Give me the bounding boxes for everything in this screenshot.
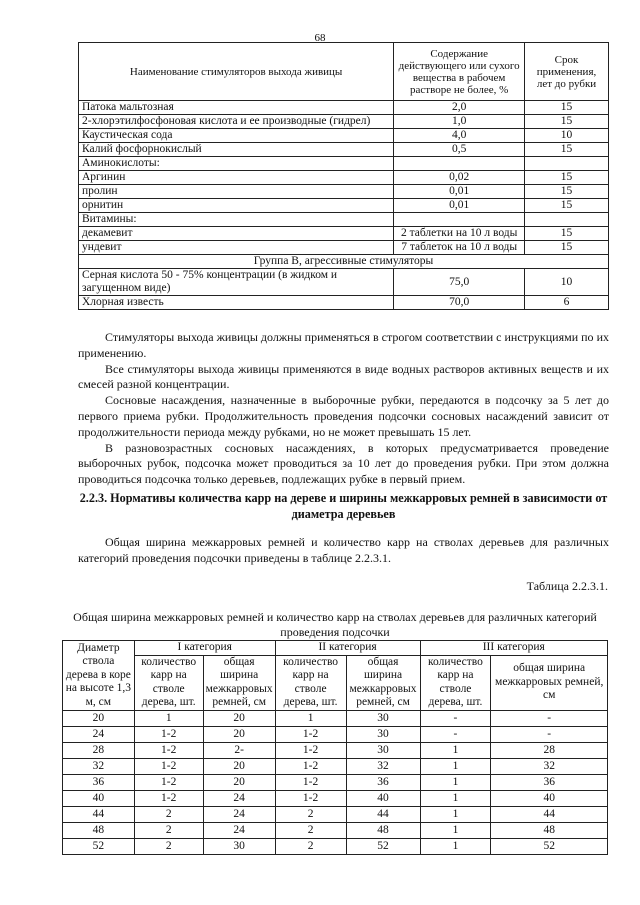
table-row bbox=[63, 710, 608, 726]
table-cell: 24 bbox=[63, 726, 135, 742]
table-caption: Общая ширина межкарровых ремней и количество карр на стволах деревьев для различных категорий проведения подсочки bbox=[73, 610, 597, 639]
table-cell: 40 bbox=[491, 790, 608, 806]
table-cell: 52 bbox=[491, 838, 608, 854]
group-b-label: Группа В, агрессивные стимуляторы bbox=[79, 255, 609, 269]
cell-name: Серная кислота 50 - 75% концентрации (в жидком и загущенном виде) bbox=[79, 269, 394, 296]
cell-content bbox=[394, 213, 525, 227]
cell-term: 15 bbox=[525, 199, 609, 213]
table-row bbox=[79, 157, 609, 171]
category-1-header: I категория bbox=[134, 641, 275, 656]
table-cell: 1-2 bbox=[134, 790, 203, 806]
cell-content: 4,0 bbox=[394, 129, 525, 143]
table-row bbox=[63, 790, 608, 806]
table-cell: 2 bbox=[134, 838, 203, 854]
table-cell: 28 bbox=[63, 742, 135, 758]
cell-content bbox=[394, 157, 525, 171]
cell-name: Хлорная известь bbox=[79, 296, 394, 310]
table-row bbox=[63, 742, 608, 758]
table-cell: 20 bbox=[203, 726, 275, 742]
table-cell: 30 bbox=[346, 742, 420, 758]
table-cell: 24 bbox=[203, 806, 275, 822]
table-cell: 1 bbox=[420, 806, 491, 822]
table-cell: 1-2 bbox=[134, 742, 203, 758]
cell-name: декамевит bbox=[79, 227, 394, 241]
category-3-header: III категория bbox=[420, 641, 607, 656]
table-row bbox=[79, 171, 609, 185]
width-header: общая ширина межкарровых ремней, см bbox=[346, 655, 420, 710]
table-cell: 2 bbox=[275, 822, 346, 838]
cell-name: Аминокислоты: bbox=[79, 157, 394, 171]
cell-term: 15 bbox=[525, 227, 609, 241]
cell-name: 2-хлорэтилфосфоновая кислота и ее производные (гидрел) bbox=[79, 115, 394, 129]
paragraph: Сосновые насаждения, назначенные в выборочные рубки, передаются в подсочку за 5 лет до первого приема рубки. Продолжительность проведения подсочки сосновых насаждений зависит от продолжительности периода между рубками, но не может превышать 15 лет. bbox=[78, 393, 609, 439]
table-row bbox=[63, 774, 608, 790]
table-row bbox=[63, 806, 608, 822]
table-cell: 1 bbox=[420, 790, 491, 806]
table-row bbox=[79, 101, 609, 115]
table-cell: 48 bbox=[491, 822, 608, 838]
table-cell: 36 bbox=[346, 774, 420, 790]
table-cell: 20 bbox=[203, 710, 275, 726]
cell-name: орнитин bbox=[79, 199, 394, 213]
table-cell: 1 bbox=[420, 838, 491, 854]
table-cell: 44 bbox=[491, 806, 608, 822]
table-cell: 1-2 bbox=[275, 742, 346, 758]
table-cell: - bbox=[420, 726, 491, 742]
cell-term: 15 bbox=[525, 171, 609, 185]
table-cell: 1 bbox=[420, 774, 491, 790]
cell-content: 0,01 bbox=[394, 199, 525, 213]
table-cell: - bbox=[420, 710, 491, 726]
cell-content: 7 таблеток на 10 л воды bbox=[394, 241, 525, 255]
table-cell: 36 bbox=[63, 774, 135, 790]
page-number: 68 bbox=[314, 32, 326, 44]
cell-term: 15 bbox=[525, 101, 609, 115]
cell-term: 15 bbox=[525, 185, 609, 199]
table-cell: 40 bbox=[63, 790, 135, 806]
cell-content: 70,0 bbox=[394, 296, 525, 310]
count-header: количество карр на стволе дерева, шт. bbox=[134, 655, 203, 710]
table-row bbox=[79, 115, 609, 129]
category-2-header: II категория bbox=[275, 641, 420, 656]
table-cell: 52 bbox=[346, 838, 420, 854]
table-cell: 40 bbox=[346, 790, 420, 806]
table-cell: 1 bbox=[275, 710, 346, 726]
count-header: количество карр на стволе дерева, шт. bbox=[275, 655, 346, 710]
cell-content: 2 таблетки на 10 л воды bbox=[394, 227, 525, 241]
table-cell: 1-2 bbox=[275, 726, 346, 742]
table-number: Таблица 2.2.3.1. bbox=[526, 579, 608, 593]
section-title: 2.2.3. Нормативы количества карр на дереве и ширины межкарровых ремней в зависимости от диаметра деревьев bbox=[79, 491, 608, 521]
table-row bbox=[79, 213, 609, 227]
cell-content: 75,0 bbox=[394, 269, 525, 296]
norms-table bbox=[62, 640, 608, 855]
table-cell: 1-2 bbox=[134, 726, 203, 742]
cell-content: 2,0 bbox=[394, 101, 525, 115]
table-cell: 48 bbox=[63, 822, 135, 838]
cell-name: пролин bbox=[79, 185, 394, 199]
cell-term bbox=[525, 157, 609, 171]
table-cell: 36 bbox=[491, 774, 608, 790]
table-cell: - bbox=[491, 726, 608, 742]
table-cell: 30 bbox=[346, 726, 420, 742]
table-cell: 1-2 bbox=[134, 774, 203, 790]
cell-name: Калий фосфорнокислый bbox=[79, 143, 394, 157]
table-cell: - bbox=[491, 710, 608, 726]
cell-name: Каустическая сода bbox=[79, 129, 394, 143]
cell-content: 1,0 bbox=[394, 115, 525, 129]
table-cell: 2 bbox=[134, 806, 203, 822]
cell-term: 15 bbox=[525, 143, 609, 157]
table-cell: 2 bbox=[275, 806, 346, 822]
table-row bbox=[79, 241, 609, 255]
table-row bbox=[63, 726, 608, 742]
cell-content: 0,01 bbox=[394, 185, 525, 199]
table-cell: 30 bbox=[203, 838, 275, 854]
section-paragraph: Общая ширина межкарровых ремней и количество карр на стволах деревьев для различных категорий проведения подсочки приведены в таблице 2.2.3.1. bbox=[78, 535, 609, 565]
table-cell: 1 bbox=[420, 742, 491, 758]
table-row bbox=[79, 129, 609, 143]
diameter-header: Диаметр ствола дерева в коре на высоте 1,3 м, см bbox=[63, 641, 135, 711]
cell-term: 15 bbox=[525, 241, 609, 255]
cell-term: 10 bbox=[525, 129, 609, 143]
table-row bbox=[63, 758, 608, 774]
width-header: общая ширина межкарровых ремней, см bbox=[203, 655, 275, 710]
header-term: Срок применения, лет до рубки bbox=[525, 43, 609, 101]
table-row bbox=[79, 227, 609, 241]
cell-name: Патока мальтозная bbox=[79, 101, 394, 115]
header-content: Содержание действующего или сухого вещества в рабочем растворе не более, % bbox=[394, 43, 525, 101]
stimulators-rows bbox=[79, 101, 609, 310]
paragraph: Все стимуляторы выхода живицы применяются в виде водных растворов активных веществ и их смесей разной концентрации. bbox=[78, 361, 609, 392]
table-row bbox=[63, 822, 608, 838]
table-row bbox=[79, 185, 609, 199]
stimulators-table bbox=[78, 42, 609, 310]
table-cell: 1-2 bbox=[275, 790, 346, 806]
table-cell: 20 bbox=[63, 710, 135, 726]
cell-name: Аргинин bbox=[79, 171, 394, 185]
table-cell: 1-2 bbox=[275, 758, 346, 774]
table-cell: 44 bbox=[346, 806, 420, 822]
table-row bbox=[79, 143, 609, 157]
table-cell: 1 bbox=[420, 822, 491, 838]
table-cell: 2 bbox=[275, 838, 346, 854]
table-row bbox=[79, 269, 609, 296]
table-cell: 1 bbox=[134, 710, 203, 726]
table-cell: 20 bbox=[203, 758, 275, 774]
table-cell: 2- bbox=[203, 742, 275, 758]
table-cell: 20 bbox=[203, 774, 275, 790]
table-cell: 32 bbox=[346, 758, 420, 774]
table-cell: 44 bbox=[63, 806, 135, 822]
section-text bbox=[78, 535, 609, 567]
cell-term: 15 bbox=[525, 115, 609, 129]
table-cell: 48 bbox=[346, 822, 420, 838]
table-row bbox=[79, 296, 609, 310]
table-cell: 32 bbox=[491, 758, 608, 774]
count-header: количество карр на стволе дерева, шт. bbox=[420, 655, 491, 710]
table-cell: 24 bbox=[203, 822, 275, 838]
cell-term bbox=[525, 213, 609, 227]
table-cell: 2 bbox=[134, 822, 203, 838]
cell-content: 0,5 bbox=[394, 143, 525, 157]
table-row bbox=[63, 838, 608, 854]
table-cell: 30 bbox=[346, 710, 420, 726]
table-cell: 1-2 bbox=[134, 758, 203, 774]
table-cell: 28 bbox=[491, 742, 608, 758]
table-cell: 52 bbox=[63, 838, 135, 854]
cell-name: ундевит bbox=[79, 241, 394, 255]
cell-name: Витамины: bbox=[79, 213, 394, 227]
paragraph: В разновозрастных сосновых насаждениях, в которых предусматривается проведение выборочных рубок, подсочка может проводиться за 10 лет до проведения рубки. При этом должна проводиться подсочка только деревьев, подлежащих рубке в первый прием. bbox=[78, 440, 609, 487]
table-cell: 32 bbox=[63, 758, 135, 774]
group-row bbox=[79, 255, 609, 269]
width-header: общая ширина межкарровых ремней, см bbox=[491, 655, 608, 710]
paragraph: Стимуляторы выхода живицы должны применяться в строгом соответствии с инструкциями по их применению. bbox=[78, 330, 609, 360]
cell-term: 6 bbox=[525, 296, 609, 310]
header-name: Наименование стимуляторов выхода живицы bbox=[79, 43, 394, 101]
table-row bbox=[79, 199, 609, 213]
cell-term: 10 bbox=[525, 269, 609, 296]
table-cell: 24 bbox=[203, 790, 275, 806]
cell-content: 0,02 bbox=[394, 171, 525, 185]
norms-rows bbox=[63, 710, 608, 854]
table-cell: 1 bbox=[420, 758, 491, 774]
table-cell: 1-2 bbox=[275, 774, 346, 790]
body-text bbox=[78, 330, 609, 488]
